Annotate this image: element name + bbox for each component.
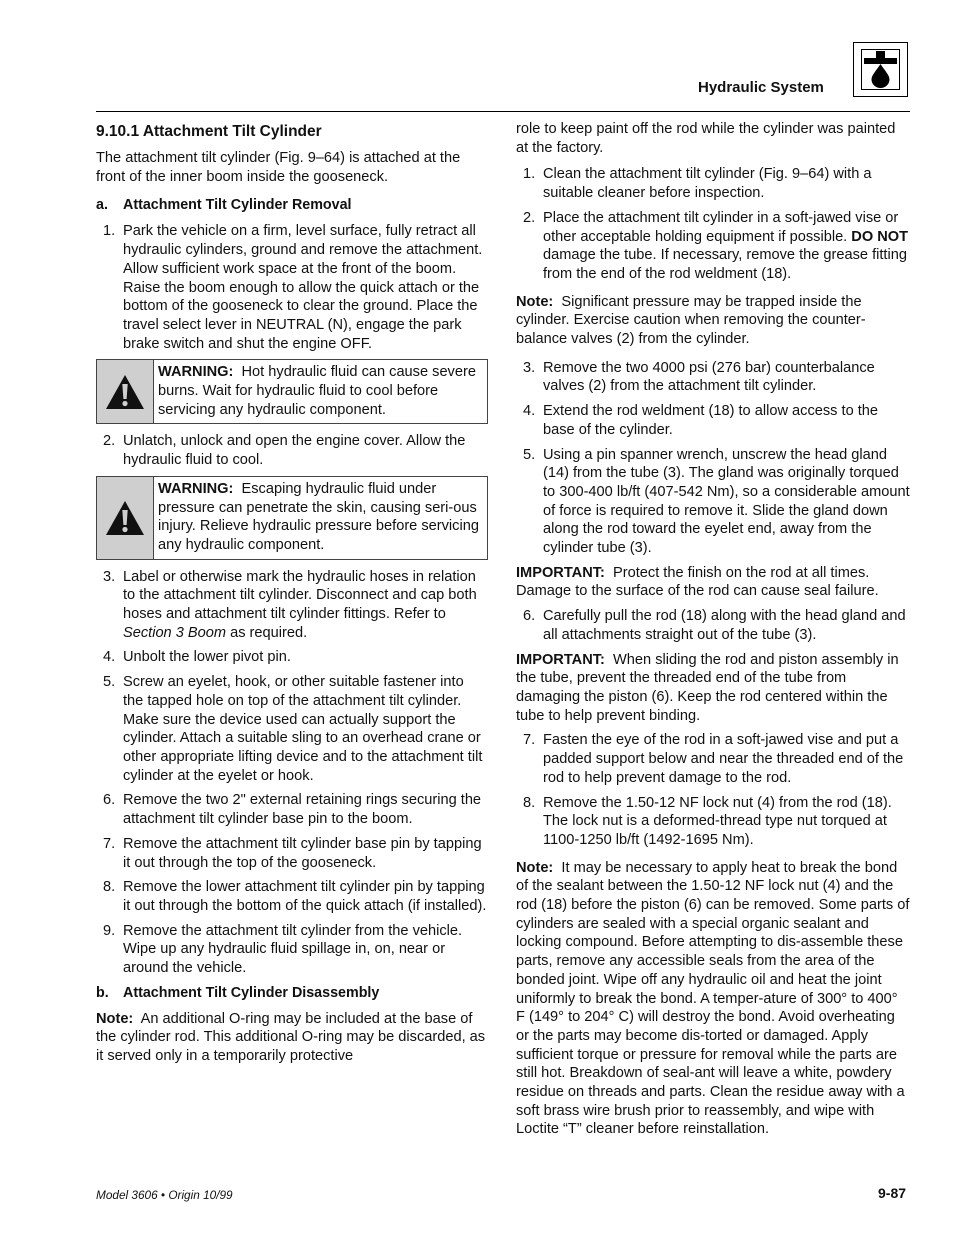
step-text: Using a pin spanner wrench, unscrew the head gland (14) from the tube (3). The gland was originally torqued to 300-400 lb/ft (407-542 Nm), so a considerable amount of force is required to remove it. Slide the gland down along the rod toward the eyelet end, away from the cylinder tube (3). [543, 446, 910, 557]
disassembly-step [516, 731, 910, 787]
step-number: 6. [523, 608, 536, 625]
warning-text: Escaping hydraulic fluid under pressure can penetrate the skin, causing seri-ous injury. Relieve hydraulic pressure before servicing any hydraulic component. [158, 480, 479, 553]
removal-step [96, 648, 488, 667]
section-header-title: Hydraulic System [698, 79, 824, 96]
important-label: IMPORTANT: [516, 651, 605, 668]
step-number: 2. [523, 209, 536, 226]
disassembly-step [516, 402, 910, 439]
step-text: Remove the two 2" external retaining rings securing the attachment tilt cylinder base pin to the boom. [123, 792, 482, 828]
step-text: Place the attachment tilt cylinder in a soft-jawed vise or other acceptable holding equipment if possible. DO NOT damage the tube. If necessary, remove the grease fitting from the end of the rod weldment (18). [543, 209, 909, 282]
step-number: 5. [103, 674, 116, 691]
note-label: Note: [516, 859, 554, 876]
warning-label: WARNING: [158, 480, 234, 497]
disassembly-step [516, 359, 910, 396]
warning-icon [97, 360, 154, 423]
warning-text: Hot hydraulic fluid can cause severe burns. Wait for hydraulic fluid to cool before servicing any hydraulic component. [158, 364, 476, 418]
subsection-b-label: b. [96, 984, 109, 1001]
note-paragraph: Note: Significant pressure may be trapped inside the cylinder. Exercise caution when removing the counter-balance valves (2) from the cylinder. [516, 293, 866, 348]
disassembly-step [516, 209, 910, 284]
step-number: 4. [103, 649, 116, 666]
subsection-a-label: a. [96, 197, 108, 214]
step-text: Clean the attachment tilt cylinder (Fig. 9–64) with a suitable cleaner before inspection. [543, 166, 872, 202]
important-label: IMPORTANT: [516, 564, 605, 581]
warning-box [96, 359, 488, 424]
disassembly-step [516, 607, 910, 644]
removal-step [96, 432, 488, 469]
step-text: Remove the attachment tilt cylinder base pin by tapping it out through the top of the gooseneck. [123, 835, 482, 871]
step-text: Remove the attachment tilt cylinder from the vehicle. Wipe up any hydraulic fluid spillage in, on, near or around the vehicle. [123, 922, 463, 977]
subsection-a-heading [96, 196, 488, 214]
step-number: 4. [523, 403, 536, 420]
step-number: 3. [103, 568, 116, 585]
step-text: Unbolt the lower pivot pin. [123, 649, 291, 666]
step-text: Carefully pull the rod (18) along with the head gland and all attachments straight out of the tube (3). [543, 608, 906, 643]
step-text: Remove the 1.50-12 NF lock nut (4) from the rod (18). The lock nut is a deformed-thread type nut torqued at 1100-1250 lb/ft (1492-1695 Nm). [543, 794, 892, 848]
left-column [96, 120, 488, 1076]
step-number: 7. [103, 835, 116, 852]
step-number: 7. [523, 732, 536, 749]
step-text: Screw an eyelet, hook, or other suitable fastener into the tapped hole on top of the attachment tilt cylinder. Make sure the device used can actually support the cylinder. Attach a suitable sling to an overhead crane or other appropriate lifting device and to the attachment tilt cylinder at the eyelet or hook. [123, 674, 483, 784]
step-text: Unlatch, unlock and open the engine cover. Allow the hydraulic fluid to cool. [123, 433, 466, 469]
footer-model: Model 3606 • Origin 10/99 [96, 1188, 233, 1202]
right-column [516, 120, 910, 1149]
removal-step [96, 791, 488, 828]
step-number: 5. [523, 446, 536, 463]
removal-step [96, 568, 488, 643]
intro-paragraph: The attachment tilt cylinder (Fig. 9–64) is attached at the front of the inner boom inside the gooseneck. [96, 150, 461, 185]
subsection-a-title: Attachment Tilt Cylinder Removal [123, 197, 352, 214]
removal-step [96, 673, 488, 785]
important-paragraph: IMPORTANT: When sliding the rod and piston assembly in the tube, prevent the threaded end of the tube from damaging the piston (6). Keep the rod centered within the tube to help prevent binding. [516, 651, 899, 724]
step-number: 9. [103, 922, 116, 939]
note-paragraph: Note: An additional O-ring may be included at the base of the cylinder rod. This additional O-ring may be discarded, as it served only in a temporarily protective [96, 1010, 486, 1065]
warning-icon [97, 477, 154, 559]
step-text: Remove the two 4000 psi (276 bar) counterbalance valves (2) from the attachment tilt cylinder. [543, 359, 875, 395]
step-number: 3. [523, 359, 536, 376]
warning-label: WARNING: [158, 364, 234, 381]
page-number: 9-87 [878, 1185, 907, 1201]
step-text: Label or otherwise mark the hydraulic hoses in relation to the attachment tilt cylinder. Disconnect and cap both hoses and attachment tilt cylinder fittings. Refer to Section 3 Boom as required. [123, 568, 477, 641]
step-text: Fasten the eye of the rod in a soft-jawed vise and put a padded support below and near the threaded end of the rod to help prevent damage to the rod. [543, 732, 904, 786]
step-text: Extend the rod weldment (18) to allow access to the base of the cylinder. [543, 403, 879, 438]
warning-box [96, 476, 488, 560]
step-number: 6. [103, 792, 116, 809]
subsection-b-title: Attachment Tilt Cylinder Disassembly [123, 984, 380, 1001]
step-number: 1. [103, 223, 116, 240]
disassembly-step [516, 165, 910, 202]
do-not-emphasis: DO NOT [851, 228, 909, 245]
step-number: 8. [103, 879, 116, 896]
section-title: 9.10.1 Attachment Tilt Cylinder [96, 123, 322, 140]
disassembly-step [516, 794, 910, 850]
note-label: Note: [96, 1010, 134, 1027]
removal-step [96, 835, 488, 872]
continued-paragraph: role to keep paint off the rod while the cylinder was painted at the factory. [516, 121, 896, 156]
step-text: Park the vehicle on a firm, level surface, fully retract all hydraulic cylinders, ground and remove the attachment. Allow sufficient work space at the front of the boom. Raise the boom enough to allow the quick attach or the bottom of the gooseneck to clear the ground. Place the travel select lever in NEUTRAL (N), engage the park brake switch and shut the engine OFF. [123, 223, 483, 352]
note-paragraph: Note: It may be necessary to apply heat to break the bond of the sealant between the 1.50-12 NF lock nut (4) and the rod (18) before the piston (6) can be removed. Some parts of cylinders are sealed with a special organic sealant and locking compound. Before attempting to dis-assemble these parts, remove any accessible seals from the area of the bonded joint. Wipe off any hydraulic oil and heat the joint uniformly to break the bond. A temper-ature of 300° to 400° F (149° to 204° C) will destroy the bond. Avoid overheating or the parts may become dis-torted or damaged. Apply sufficient torque or pressure for removal while the parts are still hot. Breakdown of seal-ant will leave a white, powdery residue on threads and parts. Clean the residue away with a soft brass wire brush prior to reassembly, and wipe with Loctite “T” cleaner before reinstallation. [516, 859, 910, 1138]
subsection-b-heading [96, 984, 488, 1002]
hydraulic-oil-drop-icon [853, 42, 908, 97]
removal-step [96, 222, 488, 353]
step-number: 2. [103, 433, 116, 450]
disassembly-step [516, 446, 910, 558]
section-reference: Section 3 Boom [123, 624, 227, 641]
removal-step [96, 922, 488, 978]
step-text: Remove the lower attachment tilt cylinder pin by tapping it out through the bottom of the quick attach (if installed). [123, 879, 487, 914]
header-divider [96, 111, 910, 112]
important-paragraph: IMPORTANT: Protect the finish on the rod at all times. Damage to the surface of the rod can cause seal failure. [516, 564, 879, 600]
step-number: 8. [523, 794, 536, 811]
removal-step [96, 878, 488, 915]
note-label: Note: [516, 293, 554, 310]
step-number: 1. [523, 166, 536, 183]
